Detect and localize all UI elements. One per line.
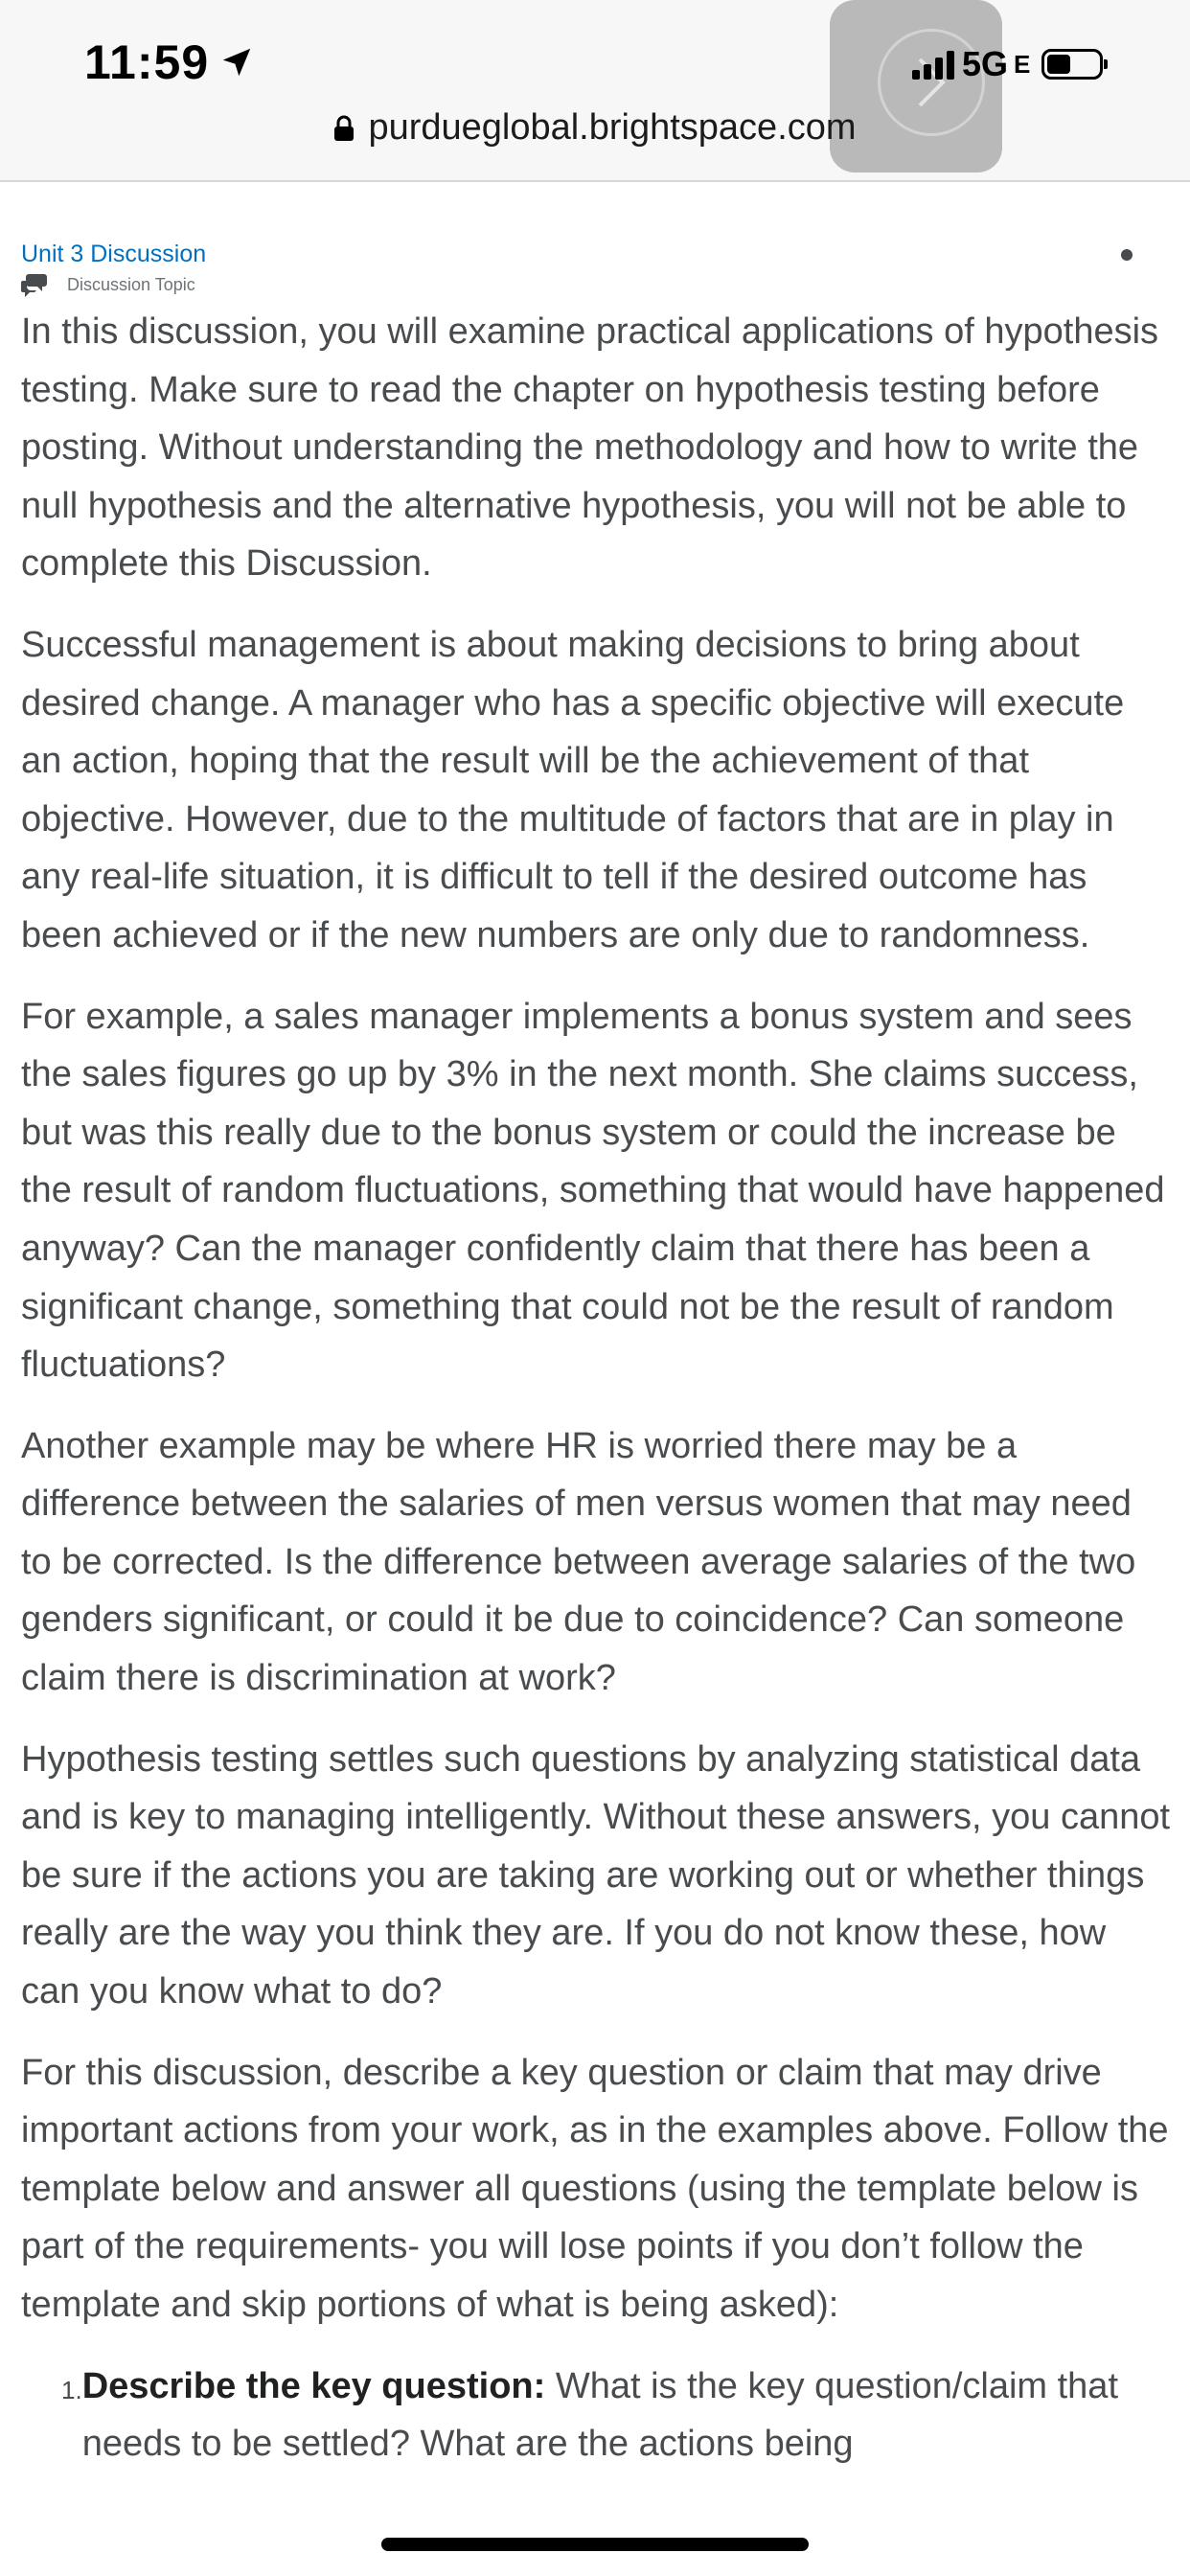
home-indicator[interactable] <box>381 2538 809 2551</box>
paragraph-management: Successful management is about making decisions to bring about desired change. A manager who has a specific objective will execute an action, hoping that the result will be the achievement of that objective. However, due to the multitude of factors that are in play in any real-life situation, it is difficult to tell if the desired outcome has been achieved or if the new numbers are only due to randomness. <box>21 624 1125 955</box>
paragraph-hypothesis-testing: Hypothesis testing settles such questions by analyzing statistical data and is key to managing intelligently. Without these answers, you cannot be sure if the actions you are taking are working out or whether things really are the way you think they are. If you do not know these, how can you know what to do? <box>21 1738 1171 2012</box>
battery-icon <box>1041 49 1103 80</box>
list-item <box>21 2358 1171 2472</box>
url-text: purdueglobal.brightspace.com <box>368 107 857 148</box>
list-body: What is the key question/claim that needs to be settled? What are the actions being <box>81 2365 1119 2464</box>
network-suffix: E <box>1014 49 1031 79</box>
network-type: 5G <box>962 44 1009 83</box>
list-text <box>82 2358 1171 2472</box>
requirements-list <box>21 2358 1171 2472</box>
paragraph-hr-example: Another example may be where HR is worried there may be a difference between the salaries of men versus women that may need to be corrected. Is the difference between average salaries of the two genders significant, or could it be due to coincidence? Can someone claim there is discrimination at work? <box>21 1425 1136 1699</box>
topic-type <box>21 272 1171 297</box>
time-text: 11:59 <box>84 35 210 89</box>
discussion-content <box>21 240 1171 2472</box>
paragraph-intro: In this discussion, you will examine practical applications of hypothesis testing. Make sure to read the chapter on hypothesis testing before posting. Without understanding the methodology and how to write the null hypothesis and the alternative hypothesis, you will not be able to complete this Discussion. <box>21 311 1159 585</box>
paragraph-instructions: For this discussion, describe a key question or claim that may drive important actions from your work, as in the examples above. Follow the template below and answer all questions (using the template below is part of the requirements- you will lose points if you don’t follow the template and skip portions of what is being asked): <box>21 2052 1169 2325</box>
discussion-icon <box>21 272 48 297</box>
discussion-title-link[interactable]: Unit 3 Discussion <box>21 241 207 267</box>
browser-chrome <box>0 0 1190 182</box>
location-arrow-icon <box>218 44 255 80</box>
status-time <box>84 34 255 90</box>
list-number: 1. <box>61 2375 82 2404</box>
list-title: Describe the key question: <box>81 2365 546 2406</box>
cell-signal-icon <box>912 49 954 80</box>
lock-icon <box>333 115 355 142</box>
paragraph-sales-example: For example, a sales manager implements a bonus system and sees the sales figures go up by 3% in the next month. She claims success, but was this really due to the bonus system or could the increase be the result of random fluctuations, something that would have happened anyway? Can the manager confidently claim that there has been a significant change, something that could not be the result of random fluctuations? <box>21 996 1165 1386</box>
address-bar[interactable] <box>0 107 1190 149</box>
topic-label: Discussion Topic <box>67 274 195 294</box>
status-indicators <box>912 44 1103 84</box>
